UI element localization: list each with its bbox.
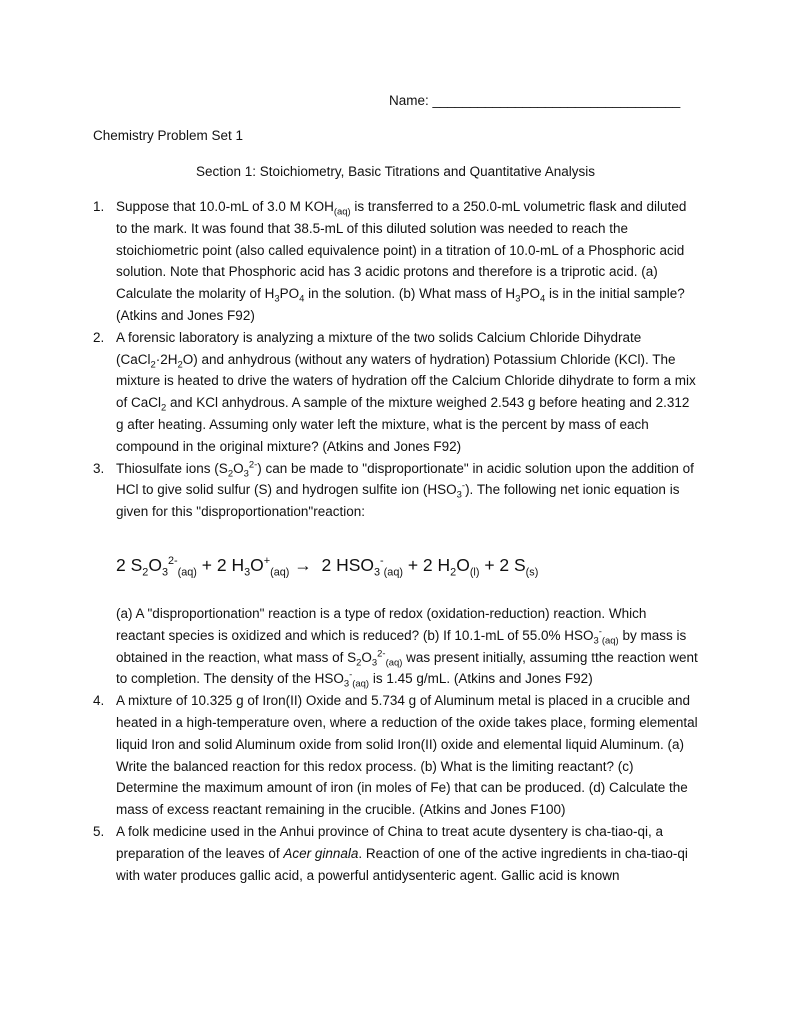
problem-text: Thiosulfate ions $(S_2O_3^{2-})$ can be made to "disproportionate" in acidic solution upon the addition of HCl to give solid sulfur (S) and hydrogen sulfite ion $(HSO_3^-)$. The following net ionic equation is given for this "disproportionation"reaction: [116, 459, 694, 520]
problem-item [93, 458, 698, 691]
problem-number: 5. [93, 823, 105, 839]
problem-text: A forensic laboratory is analyzing a mixture of the two solids Calcium Chloride Dihydrate $(CaCl_2\cdot 2H_2O)$ and anhydrous (without any waters of hydration) Potassium Chloride (KCl). The mixture is heated to drive the waters of hydration off the Calcium Chloride dihydrate to form a mix of CaCl$_2$ and KCl anhydrous. A sample of the mixture weighed 2.543 g before heating and 2.312 g after heating. Assuming only water left the mixture, what is the percent by mass of each compound in the original mixture? (Atkins and Jones F92) [116, 329, 696, 454]
name-label: Name: [389, 93, 429, 108]
problem-item [93, 690, 698, 821]
name-blank: _________________________________ [432, 93, 681, 108]
problem-followup-text: (a) A "disproportionation" reaction is a type of redox (oxidation-reduction) reaction. Which reactant species is oxidized and which is reduced? (b) If 10.1-mL of 55.0% $HSO_3^-_{(aq)}$ by mass is obtained in the reaction, what mass of $S_2O_3^{2-}_{(aq)}$ was present initially, assuming tthe reaction went to completion. The density of the $HSO_3^-_{(aq)}$ is 1.45 g/mL. (Atkins and Jones F92) [116, 605, 698, 691]
problem-item [93, 821, 698, 886]
problem-number: 1. [93, 199, 105, 214]
problem-number: 2. [93, 329, 105, 345]
problem-item [93, 327, 698, 458]
problem-list [93, 196, 698, 886]
problem-text: Suppose that 10.0-mL of 3.0 M $KOH_{(aq)}$ is transferred to a 250.0-mL volumetric flask and diluted to the mark. It was found that 38.5-mL of this diluted solution was needed to reach the stoichiometric point (also called equivalence point) in a titration of 10.0-mL of a Phosphoric acid solution. Note that Phosphoric acid has 3 acidic protons and therefore is a triprotic acid. (a) Calculate the molarity of $H_3PO_4$ in the solution. (b) What mass of $H_3PO_4$ is in the initial sample? (Atkins and Jones F92) [116, 199, 687, 323]
problem-text: A mixture of 10.325 g of Iron(II) Oxide and 5.734 g of Aluminum metal is placed in a crucible and heated in a high-temperature oven, where a reduction of the oxide takes place, forming elemental liquid Iron and solid Aluminum oxide from solid Iron(II) oxide and elemental liquid Aluminum. (a) Write the balanced reaction for this redox process. (b) What is the limiting reactant? (c) Determine the maximum amount of iron (in moles of Fe) that can be produced. (d) Calculate the mass of excess reactant remaining in the crucible. (Atkins and Jones F100) [116, 693, 698, 818]
problem-text: A folk medicine used in the Anhui province of China to treat acute dysentery is cha-tiao-qi, a preparation of the leaves of Acer ginnala. Reaction of one of the active ingredients in cha-tiao-qi with water produces gallic acid, a powerful antidysenteric agent. Gallic acid is known [116, 823, 688, 883]
page-title: Chemistry Problem Set 1 [93, 128, 244, 143]
name-field-line [389, 93, 680, 108]
net-ionic-equation: 2 $S_2O_3^{2-}_{(aq)} + 2$ $H_3O^+_{(aq)} \to 2$ $HSO_3^-_{(aq)} + 2$ $H_2O_{(l)} + 2$ $S_{(s)}$ [116, 554, 539, 579]
problem-number: 3. [93, 460, 105, 476]
problem-item [93, 196, 698, 327]
section-heading: Section 1: Stoichiometry, Basic Titrations and Quantitative Analysis [196, 164, 595, 179]
problem-number: 4. [93, 693, 105, 709]
